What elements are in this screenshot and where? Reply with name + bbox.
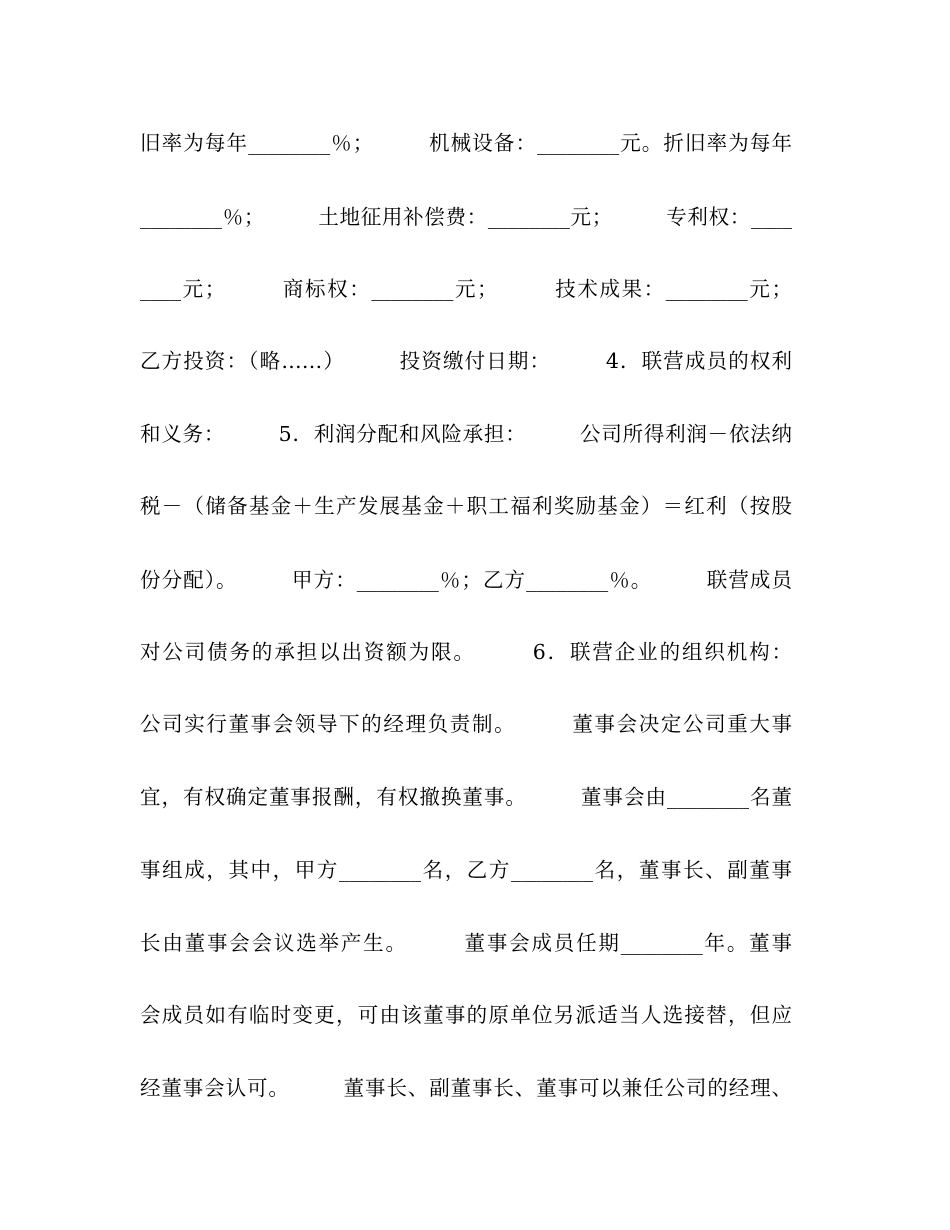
text-line: 会成员如有临时变更，可由该董事的原单位另派适当人选接替，但应 — [140, 1003, 792, 1027]
text-line: 宜，有权确定董事报酬，有权撤换董事。 董事会由________名董 — [140, 785, 792, 809]
text-line: 经董事会认可。 董事长、副董事长、董事可以兼任公司的经理、 — [140, 1076, 792, 1100]
text-line: 公司实行董事会领导下的经理负责制。 董事会决定公司重大事 — [140, 712, 792, 736]
text-line: 对公司债务的承担以出资额为限。 6．联营企业的组织机构： — [140, 640, 792, 664]
text-line: 和义务： 5．利润分配和风险承担： 公司所得利润－依法纳 — [140, 422, 792, 446]
text-line: ________％； 土地征用补偿费：________元； 专利权：____ — [140, 205, 792, 229]
text-line: 长由董事会会议选举产生。 董事会成员任期________年。董事 — [140, 931, 792, 955]
text-line: 旧率为每年________％； 机械设备：________元。折旧率为每年 — [140, 131, 792, 155]
text-line: ____元； 商标权：________元； 技术成果：________元； — [140, 277, 792, 301]
text-line: 乙方投资：（略……） 投资缴付日期： 4．联营成员的权利 — [140, 349, 792, 373]
text-line: 份分配）。 甲方：________％；乙方________％。 联营成员 — [140, 568, 792, 592]
text-line: 税－（储备基金＋生产发展基金＋职工福利奖励基金）＝红利（按股 — [140, 494, 792, 518]
text-line: 事组成，其中，甲方________名，乙方________名，董事长、副董事 — [140, 858, 792, 882]
